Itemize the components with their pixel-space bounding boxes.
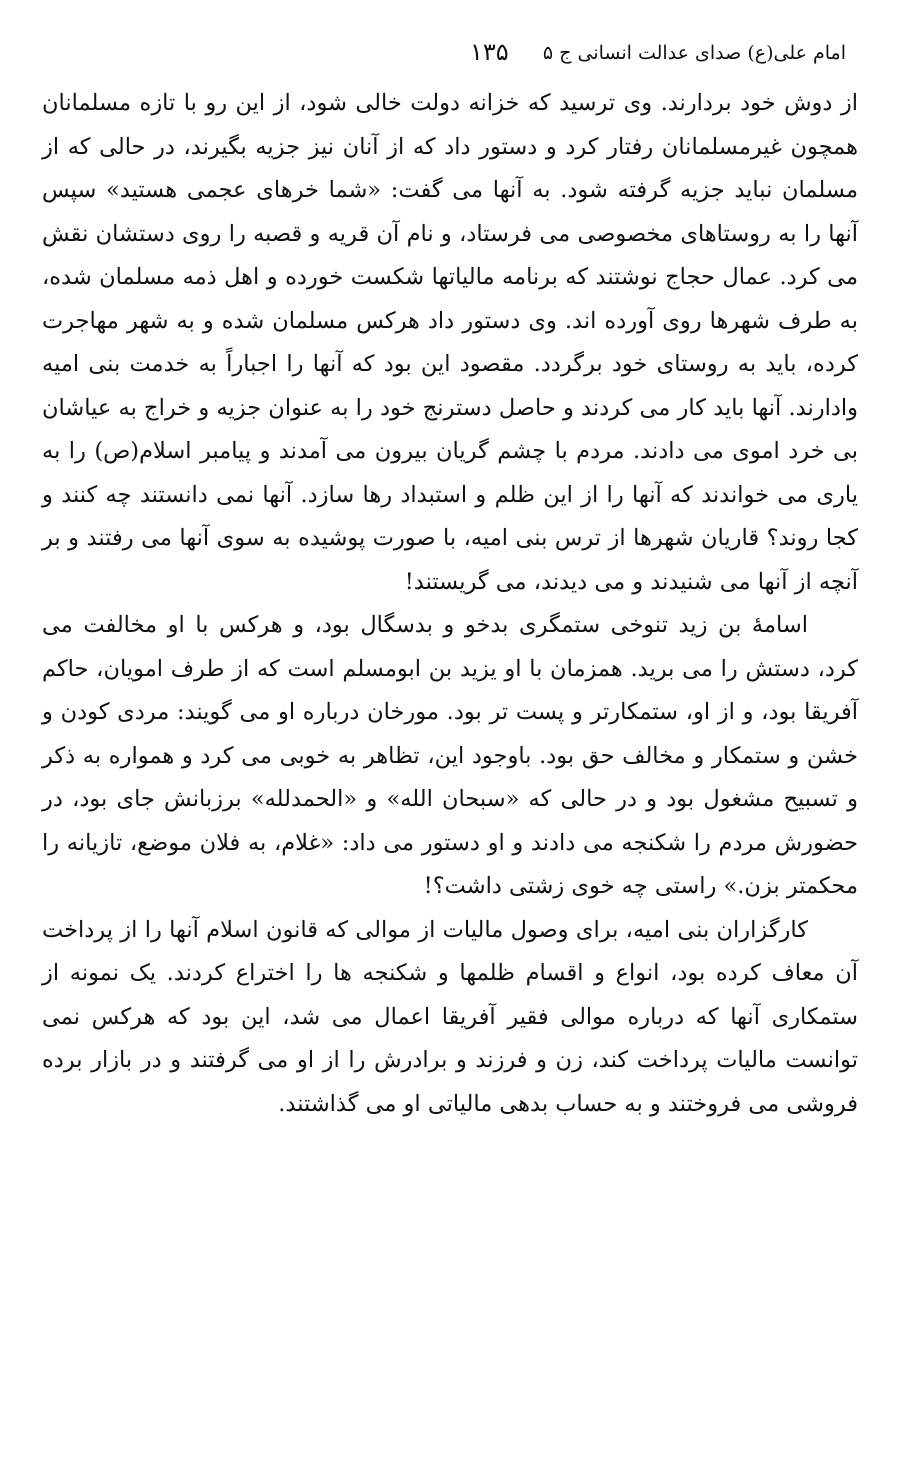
running-title: امام علی(ع) صدای عدالت انسانی ج ۵ (542, 42, 846, 64)
paragraph-3: کارگزاران بنی امیه، برای وصول مالیات از موالی که قانون اسلام آنها را از پرداخت آن معاف کرده بود، انواع و اقسام ظلمها و شکنجه ها را اختراع کردند. یک نمونه از ستمکاری آنها که درباره موالی فقیر آفریقا اعمال می شد، این بود که هرکس نمی توانست مالیات پرداخت کند، زن و فرزند و برادرش را از او می گرفتند و در بازار برده فروشی می فروختند و به حساب بدهی مالیاتی او می گذاشتند. (42, 916, 858, 1117)
paragraph-2: اسامهٔ بن زید تنوخی ستمگری بدخو و بدسگال بود، و هرکس با او مخالفت می کرد، دستش را می برید. همزمان با او یزید بن ابومسلم است که از طرف امویان، حاکم آفریقا بود، و از او، ستمکارتر و پست تر بود. مورخان درباره او می گویند: مردی کودن و خشن و ستمکار و مخالف حق بود. باوجود این، تظاهر به خوبی می کرد و همواره به ذکر و تسبیح مشغول بود و در حالی که «سبحان الله» و «الحمدلله» برزبانش جای بود، در حضورش مردم را شکنجه می دادند و او دستور می داد: «غلام، به فلان موضع، تازیانه را محکمتر بزن.» راستی چه خوی زشتی داشت؟! (42, 612, 858, 899)
paragraph-1: از دوش خود بردارند. وی ترسید که خزانه دولت خالی شود، از این رو با تازه مسلمانان همچون غیرمسلمانان رفتار کرد و دستور داد که از آنان نیز جزیه بگیرند، در حالی که از مسلمان نباید جزیه گرفته شود. به آنها می گفت: «شما خرهای عجمی هستید» سپس آنها را به روستاهای مخصوصی می فرستاد، و نام آن قریه و قصبه را روی دستشان نقش می کرد. عمال حجاج نوشتند که برنامه مالیاتها شکست خورده و اهل ذمه مسلمان شده، به طرف شهرها روی آورده اند. وی دستور داد هرکس مسلمان شده و به شهر مهاجرت کرده، باید به روستای خود برگردد. مقصود این بود که آنها را اجباراً به خدمت بنی امیه وادارند. آنها باید کار می کردند و حاصل دسترنج خود را به عنوان جزیه و خراج به عیاشان بی خرد اموی می دادند. مردم با چشم گریان بیرون می آمدند و پیامبر اسلام(ص) را به یاری می خواندند که آنها را از این ظلم و استبداد رها سازد. آنها نمی دانستند چه کنند و کجا روند؟ قاریان شهرها از ترس بنی امیه، با صورت پوشیده به سوی آنها می رفتند و بر آنچه از آنها می شنیدند و می دیدند، می گریستند! (42, 90, 858, 595)
page-body (42, 82, 858, 1126)
page-header (40, 40, 860, 76)
page-number: ۱۳۵ (470, 38, 509, 66)
